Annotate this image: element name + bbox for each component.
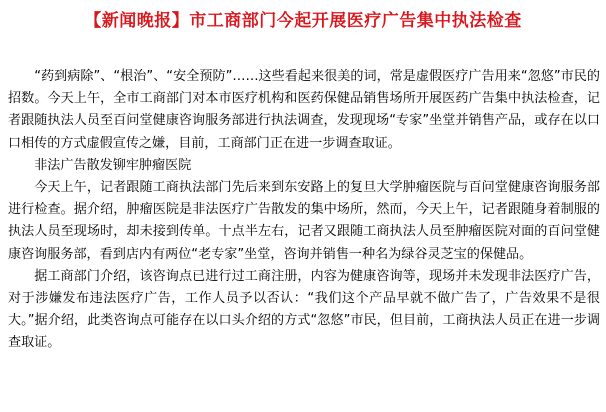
article-paragraph-inspection: 今天上午，记者跟随工商执法部门先后来到东安路上的复旦大学肿瘤医院与百问堂健康咨询服务部进行检查。据介绍，肿瘤医院是非法医疗广告散发的集中场所，然而，今天上午，记者跟随身着制服的执法人员至现场时，却未接到传单。十点半左右，记者又跟随工商执法人员至肿瘤医院对面的百问堂健康咨询服务部，看到店内有两位“老专家”坐堂，咨询并销售一种名为绿谷灵芝宝的保健品。 — [8, 180, 600, 262]
article-subheading: 非法广告散发铆牢肿瘤医院 — [34, 157, 192, 173]
article-headline: 【新闻晚报】市工商部门今起开展医疗广告集中执法检查 — [84, 11, 522, 31]
article-paragraph-findings: 据工商部门介绍，该咨询点已进行过工商注册，内容为健康咨询等，现场并未发现非法医疗广告，对于涉嫌发布违法医疗广告，工作人员予以否认：“我们这个产品早就不做广告了，广告效果不是很大。”据介绍，此类咨询点可能存在以口头介绍的方式“忽悠”市民，但目前，工商执法人员正在进一步调查取证。 — [8, 268, 600, 351]
article-paragraph-intro: “药到病除”、“根治”、“安全预防”……这些看起来很美的词，常是虚假医疗广告用来“忽悠”市民的招数。今天上午，全市工商部门对本市医疗机构和医药保健品销售场所开展医药广告集中执法检查，记者跟随执法人员至百问堂健康咨询服务部进行执法调查，发现现场“专家”坐堂并销售产品，或存在以口口相传的方式虚假宣传之嫌，目前，工商部门正在进一步调查取证。 — [8, 69, 600, 151]
article-body — [8, 66, 600, 355]
